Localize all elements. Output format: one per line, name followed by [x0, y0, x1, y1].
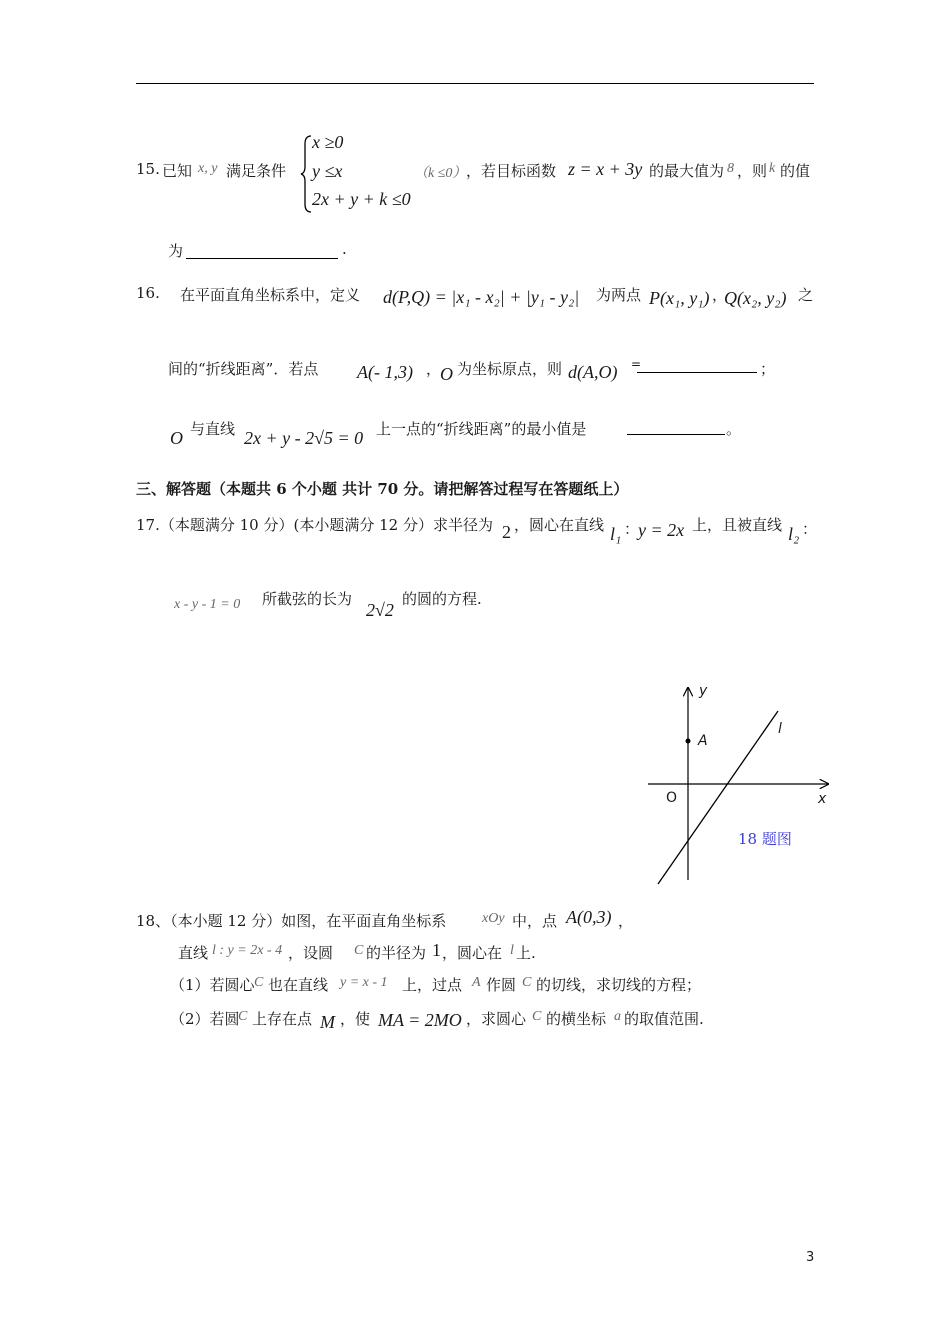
q16-definition: d(P,Q) = |x₁ - x₂| + |y₁ - y₂| — [383, 287, 580, 307]
q18-part2-f: 的取值范围. — [624, 1010, 704, 1028]
q17-line-2-eq: x - y - 1 = 0 — [174, 597, 241, 612]
q17-radius: 2 — [502, 522, 511, 542]
q16-line-equation: 2x + y - 2√5 = 0 — [244, 428, 364, 448]
q16-d-ao: d(A,O) — [568, 362, 618, 382]
q18-part1-a-point: A — [472, 975, 481, 990]
page-number: 3 — [806, 1250, 815, 1265]
q15-number: 15. — [136, 160, 160, 178]
q18-line2-a: 直线 — [178, 944, 209, 962]
q15-inequality-1: x ≥0 — [312, 132, 344, 152]
q18-part2-d: ，求圆心 — [466, 1010, 527, 1028]
q15-k-condition: （k ≤0） — [414, 166, 467, 181]
q18-l: l — [510, 943, 514, 958]
q17-line1-b: ，圆心在直线 — [514, 516, 605, 534]
q15-then: ，则 — [737, 162, 768, 180]
q18-part2-c-text: ，使 — [340, 1010, 371, 1028]
figure-18 — [640, 680, 840, 890]
q18-part2-c: C — [238, 1009, 248, 1024]
q17-chord: 2√2 — [366, 600, 394, 620]
q18-line2-e: 上. — [516, 944, 536, 962]
q17-l2: l₂ — [788, 524, 800, 544]
q15-wei: 为 — [168, 242, 184, 260]
q16-line3-b: 上一点的“折线距离”的最小值是 — [376, 420, 587, 438]
figure-y-label: y — [699, 683, 708, 699]
q16-line2-b: 为坐标原点，则 — [457, 360, 563, 378]
q15-val: 的值 — [780, 162, 811, 180]
q18-part2-eq: MA = 2MO — [378, 1010, 462, 1030]
q16-equals: = — [631, 357, 642, 371]
q18-radius: 1 — [432, 940, 441, 960]
q18-part1-c-text: 上，过点 — [402, 976, 463, 994]
q16-comma-2: ， — [426, 360, 442, 378]
q18-line2-d: ，圆心在 — [442, 944, 503, 962]
q16-origin-2: O — [170, 428, 183, 448]
q15-cond-label: 满足条件 — [226, 162, 287, 180]
q16-comma: ， — [712, 286, 728, 304]
q18-part2-a-var: a — [614, 1009, 621, 1024]
q17-line1-a: 17.（本题满分 10 分）(本小题满分 12 分）求半径为 — [136, 516, 493, 534]
q18-line1-c: ， — [618, 912, 634, 930]
q18-part1-eq: y = x - 1 — [340, 975, 388, 990]
q16-semicolon: ； — [760, 360, 776, 378]
q16-text-2: 为两点 — [596, 286, 642, 304]
q17-line2-a: 所截弦的长为 — [262, 590, 353, 608]
q15-objective: z = x + 3y — [568, 159, 643, 179]
q15-vars: x, y — [198, 161, 218, 176]
q16-point-a: A(- 1,3) — [357, 362, 413, 382]
q18-part1-c2: C — [522, 975, 532, 990]
figure-a-label: A — [698, 733, 708, 749]
q18-xoy: xOy — [482, 911, 505, 926]
q17-colon-2: ： — [802, 520, 818, 538]
q16-answer-blank-2 — [627, 434, 725, 435]
q18-part2-e: 的横坐标 — [546, 1010, 607, 1028]
q18-c: C — [354, 943, 364, 958]
point-a-dot — [686, 739, 691, 744]
q16-origin: O — [440, 364, 453, 384]
header-rule — [136, 83, 814, 84]
q15-max-value: 8 — [727, 161, 734, 176]
q18-part2-m: M — [320, 1012, 335, 1032]
q18-part1-a: （1）若圆心 — [170, 976, 255, 994]
q18-part1-c: C — [254, 975, 264, 990]
figure-x-label: x — [818, 791, 827, 807]
q17-line-1-eq: y = 2x — [638, 520, 685, 540]
q16-number: 16. — [136, 284, 160, 302]
q18-point-a: A(0,3) — [566, 907, 612, 927]
q15-end: . — [342, 240, 347, 258]
q18-part1-e: 的切线，求切线的方程； — [536, 976, 702, 994]
q17-line1-c: 上，且被直线 — [692, 516, 783, 534]
q18-part1-d: 作圆 — [486, 976, 517, 994]
q18-part2-b: 上存在点 — [252, 1010, 313, 1028]
q18-line-eq: l : y = 2x - 4 — [212, 943, 283, 958]
q15-answer-blank — [186, 258, 338, 259]
q17-l1: l₁ — [610, 524, 622, 544]
q17-colon: ： — [624, 520, 640, 538]
q15-mid-text: ，若目标函数 — [466, 162, 557, 180]
section-3-title: 三、解答题（本题共 6 个小题 共计 70 分。请把解答过程写在答题纸上） — [136, 480, 629, 498]
q18-line2-c: 的半径为 — [366, 944, 427, 962]
q16-answer-blank-1 — [637, 372, 757, 373]
q18-part1-b: 也在直线 — [268, 976, 329, 994]
q18-line2-b: ，设圆 — [288, 944, 334, 962]
q17-line2-b: 的圆的方程. — [402, 590, 482, 608]
q16-line2-a: 间的“折线距离”．若点 — [168, 360, 319, 378]
q16-text-1: 在平面直角坐标系中，定义 — [180, 286, 361, 304]
figure-caption: 18 题图 — [738, 830, 792, 848]
q18-part2-a: （2）若圆 — [170, 1010, 240, 1028]
q16-point-q: Q(x₂, y₂) — [724, 288, 787, 308]
q15-k: k — [769, 161, 776, 176]
q15-max-text: 的最大值为 — [649, 162, 725, 180]
q18-part2-c2: C — [532, 1009, 542, 1024]
q18-line1-a: 18、（本小题 12 分）如图，在平面直角坐标系 — [136, 912, 447, 930]
q15-prefix: 已知 — [162, 162, 193, 180]
q16-period: 。 — [726, 420, 742, 438]
q16-point-p: P(x₁, y₁) — [649, 288, 710, 308]
q18-line1-b: 中，点 — [512, 912, 558, 930]
figure-l-label: l — [778, 721, 782, 737]
figure-origin-label: O — [666, 790, 678, 806]
q16-line3-a: 与直线 — [190, 420, 236, 438]
q15-inequality-2: y ≤x — [312, 161, 343, 181]
q16-zhi: 之 — [798, 286, 814, 304]
q15-inequality-3: 2x + y + k ≤0 — [312, 189, 411, 209]
